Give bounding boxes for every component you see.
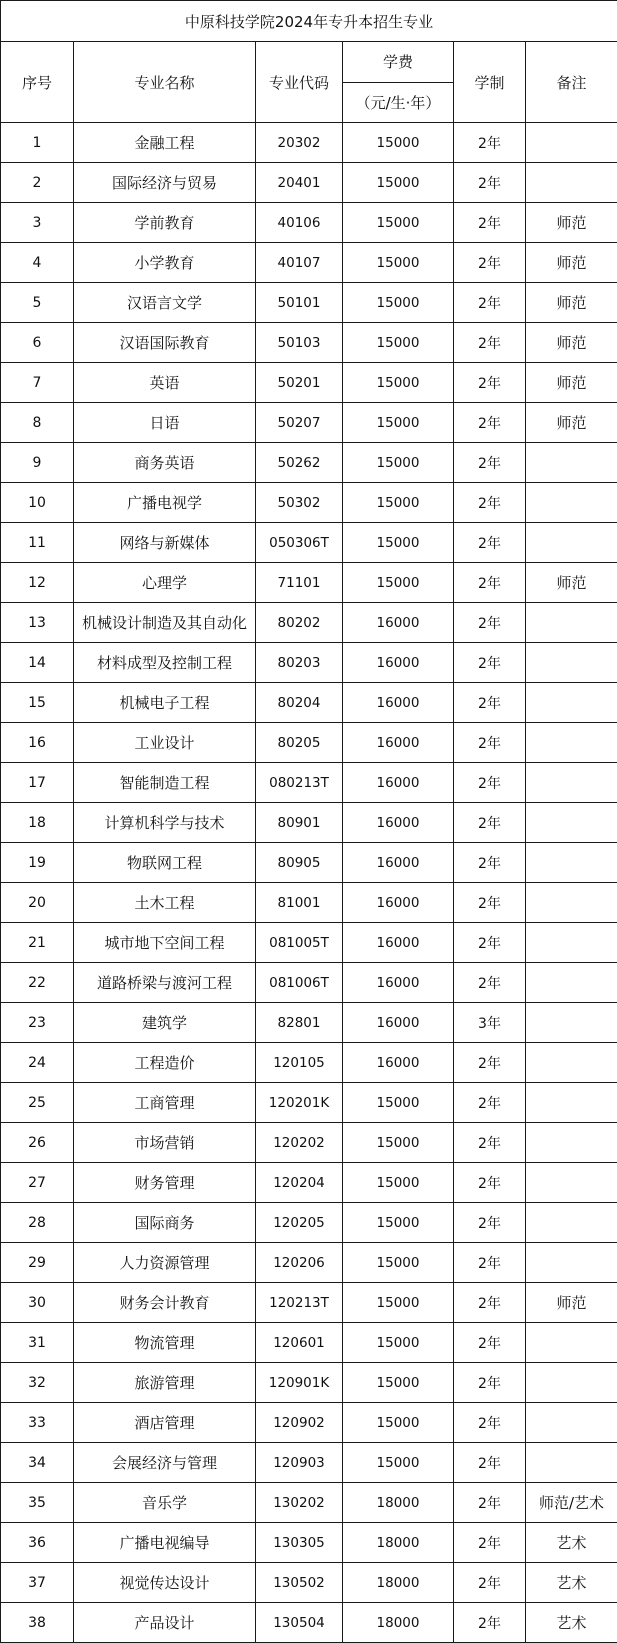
header-note: 备注: [526, 42, 617, 123]
cell-fee: 15000: [343, 1283, 454, 1323]
cell-fee: 16000: [343, 683, 454, 723]
cell-code: 50101: [256, 283, 343, 323]
cell-code: 80205: [256, 723, 343, 763]
cell-note: 艺术: [526, 1523, 617, 1563]
cell-name: 酒店管理: [74, 1403, 256, 1443]
cell-name: 机械设计制造及其自动化: [74, 603, 256, 643]
cell-code: 80203: [256, 643, 343, 683]
cell-fee: 15000: [343, 363, 454, 403]
cell-name: 英语: [74, 363, 256, 403]
cell-code: 120601: [256, 1323, 343, 1363]
cell-note: 艺术: [526, 1563, 617, 1603]
cell-code: 120213T: [256, 1283, 343, 1323]
cell-fee: 18000: [343, 1563, 454, 1603]
cell-note: [526, 1363, 617, 1403]
cell-name: 心理学: [74, 563, 256, 603]
cell-index: 38: [1, 1603, 74, 1643]
cell-duration: 2年: [454, 1443, 526, 1483]
cell-duration: 2年: [454, 843, 526, 883]
header-row: [1, 42, 617, 123]
title-row: [1, 1, 617, 42]
table-row: [1, 1563, 617, 1603]
cell-note: 师范: [526, 203, 617, 243]
cell-note: [526, 843, 617, 883]
cell-duration: 2年: [454, 763, 526, 803]
cell-name: 工商管理: [74, 1083, 256, 1123]
cell-duration: 2年: [454, 243, 526, 283]
cell-duration: 2年: [454, 363, 526, 403]
table-row: [1, 603, 617, 643]
table-row: [1, 643, 617, 683]
cell-note: [526, 1003, 617, 1043]
cell-duration: 2年: [454, 203, 526, 243]
cell-code: 120903: [256, 1443, 343, 1483]
cell-duration: 3年: [454, 1003, 526, 1043]
cell-code: 120204: [256, 1163, 343, 1203]
cell-duration: 2年: [454, 1243, 526, 1283]
cell-index: 8: [1, 403, 74, 443]
table-row: [1, 723, 617, 763]
cell-fee: 15000: [343, 1443, 454, 1483]
cell-note: [526, 923, 617, 963]
table-row: [1, 1163, 617, 1203]
cell-name: 旅游管理: [74, 1363, 256, 1403]
cell-name: 国际商务: [74, 1203, 256, 1243]
cell-code: 081006T: [256, 963, 343, 1003]
cell-index: 9: [1, 443, 74, 483]
cell-code: 50103: [256, 323, 343, 363]
cell-index: 3: [1, 203, 74, 243]
cell-code: 50302: [256, 483, 343, 523]
cell-note: [526, 483, 617, 523]
table-row: [1, 1243, 617, 1283]
cell-index: 23: [1, 1003, 74, 1043]
cell-code: 50262: [256, 443, 343, 483]
cell-fee: 15000: [343, 483, 454, 523]
cell-code: 120206: [256, 1243, 343, 1283]
cell-index: 16: [1, 723, 74, 763]
cell-code: 50207: [256, 403, 343, 443]
cell-note: 师范: [526, 323, 617, 363]
cell-name: 计算机科学与技术: [74, 803, 256, 843]
cell-name: 网络与新媒体: [74, 523, 256, 563]
cell-code: 080213T: [256, 763, 343, 803]
cell-index: 24: [1, 1043, 74, 1083]
cell-duration: 2年: [454, 1523, 526, 1563]
cell-name: 会展经济与管理: [74, 1443, 256, 1483]
cell-index: 21: [1, 923, 74, 963]
cell-index: 13: [1, 603, 74, 643]
cell-note: [526, 1243, 617, 1283]
cell-name: 学前教育: [74, 203, 256, 243]
cell-name: 市场营销: [74, 1123, 256, 1163]
cell-duration: 2年: [454, 803, 526, 843]
header-duration: 学制: [454, 42, 526, 123]
cell-fee: 16000: [343, 923, 454, 963]
cell-note: [526, 1163, 617, 1203]
table-body: [1, 123, 617, 1643]
table-title: 中原科技学院2024年专升本招生专业: [1, 1, 617, 42]
cell-duration: 2年: [454, 1123, 526, 1163]
cell-duration: 2年: [454, 1203, 526, 1243]
cell-code: 130502: [256, 1563, 343, 1603]
cell-fee: 15000: [343, 1403, 454, 1443]
cell-duration: 2年: [454, 923, 526, 963]
cell-fee: 15000: [343, 1363, 454, 1403]
cell-index: 25: [1, 1083, 74, 1123]
cell-note: 师范/艺术: [526, 1483, 617, 1523]
table-row: [1, 363, 617, 403]
table-row: [1, 1323, 617, 1363]
cell-duration: 2年: [454, 963, 526, 1003]
cell-index: 36: [1, 1523, 74, 1563]
cell-index: 10: [1, 483, 74, 523]
cell-duration: 2年: [454, 1483, 526, 1523]
cell-code: 120201K: [256, 1083, 343, 1123]
cell-index: 6: [1, 323, 74, 363]
cell-code: 081005T: [256, 923, 343, 963]
header-fee-label: 学费: [343, 42, 453, 83]
cell-index: 18: [1, 803, 74, 843]
cell-note: [526, 763, 617, 803]
cell-duration: 2年: [454, 603, 526, 643]
table-row: [1, 1003, 617, 1043]
cell-fee: 16000: [343, 883, 454, 923]
cell-fee: 15000: [343, 283, 454, 323]
cell-index: 15: [1, 683, 74, 723]
cell-code: 130504: [256, 1603, 343, 1643]
cell-fee: 18000: [343, 1483, 454, 1523]
cell-duration: 2年: [454, 523, 526, 563]
cell-name: 土木工程: [74, 883, 256, 923]
table-row: [1, 1443, 617, 1483]
cell-duration: 2年: [454, 483, 526, 523]
cell-index: 2: [1, 163, 74, 203]
table-row: [1, 403, 617, 443]
cell-index: 31: [1, 1323, 74, 1363]
table-row: [1, 1203, 617, 1243]
table-row: [1, 803, 617, 843]
cell-name: 材料成型及控制工程: [74, 643, 256, 683]
header-name: 专业名称: [74, 42, 256, 123]
cell-fee: 16000: [343, 643, 454, 683]
cell-duration: 2年: [454, 1403, 526, 1443]
cell-fee: 16000: [343, 843, 454, 883]
cell-fee: 15000: [343, 1323, 454, 1363]
cell-name: 工业设计: [74, 723, 256, 763]
cell-fee: 15000: [343, 1163, 454, 1203]
cell-index: 32: [1, 1363, 74, 1403]
cell-index: 4: [1, 243, 74, 283]
cell-name: 智能制造工程: [74, 763, 256, 803]
cell-note: [526, 963, 617, 1003]
cell-duration: 2年: [454, 403, 526, 443]
table-row: [1, 243, 617, 283]
cell-note: [526, 1123, 617, 1163]
table-row: [1, 1483, 617, 1523]
cell-name: 机械电子工程: [74, 683, 256, 723]
cell-index: 7: [1, 363, 74, 403]
cell-index: 5: [1, 283, 74, 323]
table-row: [1, 163, 617, 203]
cell-note: 师范: [526, 363, 617, 403]
cell-fee: 16000: [343, 763, 454, 803]
table-row: [1, 963, 617, 1003]
cell-fee: 15000: [343, 403, 454, 443]
cell-code: 80204: [256, 683, 343, 723]
table-row: [1, 483, 617, 523]
table-row: [1, 323, 617, 363]
cell-index: 19: [1, 843, 74, 883]
cell-note: 师范: [526, 563, 617, 603]
table-row: [1, 1523, 617, 1563]
cell-note: [526, 1083, 617, 1123]
cell-name: 财务会计教育: [74, 1283, 256, 1323]
cell-note: [526, 1443, 617, 1483]
cell-code: 50201: [256, 363, 343, 403]
cell-fee: 16000: [343, 603, 454, 643]
cell-name: 广播电视学: [74, 483, 256, 523]
cell-name: 建筑学: [74, 1003, 256, 1043]
cell-fee: 16000: [343, 963, 454, 1003]
cell-code: 80202: [256, 603, 343, 643]
table-row: [1, 443, 617, 483]
cell-name: 产品设计: [74, 1603, 256, 1643]
cell-index: 20: [1, 883, 74, 923]
header-code: 专业代码: [256, 42, 343, 123]
table-row: [1, 763, 617, 803]
cell-index: 12: [1, 563, 74, 603]
cell-note: [526, 723, 617, 763]
cell-index: 11: [1, 523, 74, 563]
cell-fee: 16000: [343, 723, 454, 763]
cell-fee: 15000: [343, 123, 454, 163]
table-row: [1, 843, 617, 883]
header-fee-unit: （元/生·年）: [343, 83, 453, 123]
cell-note: [526, 163, 617, 203]
cell-name: 物联网工程: [74, 843, 256, 883]
cell-fee: 15000: [343, 163, 454, 203]
cell-name: 广播电视编导: [74, 1523, 256, 1563]
cell-duration: 2年: [454, 1603, 526, 1643]
cell-code: 40107: [256, 243, 343, 283]
cell-index: 14: [1, 643, 74, 683]
cell-code: 120902: [256, 1403, 343, 1443]
cell-fee: 16000: [343, 1003, 454, 1043]
cell-note: [526, 523, 617, 563]
cell-name: 汉语言文学: [74, 283, 256, 323]
cell-name: 城市地下空间工程: [74, 923, 256, 963]
cell-code: 82801: [256, 1003, 343, 1043]
cell-duration: 2年: [454, 443, 526, 483]
cell-code: 120205: [256, 1203, 343, 1243]
cell-name: 金融工程: [74, 123, 256, 163]
cell-note: [526, 1203, 617, 1243]
cell-note: [526, 803, 617, 843]
cell-index: 17: [1, 763, 74, 803]
cell-fee: 18000: [343, 1603, 454, 1643]
header-index: 序号: [1, 42, 74, 123]
cell-index: 26: [1, 1123, 74, 1163]
table-row: [1, 523, 617, 563]
cell-code: 130202: [256, 1483, 343, 1523]
cell-note: [526, 603, 617, 643]
cell-code: 80905: [256, 843, 343, 883]
table-row: [1, 1603, 617, 1643]
cell-index: 34: [1, 1443, 74, 1483]
cell-code: 130305: [256, 1523, 343, 1563]
cell-duration: 2年: [454, 1363, 526, 1403]
cell-fee: 15000: [343, 1203, 454, 1243]
cell-index: 27: [1, 1163, 74, 1203]
cell-fee: 15000: [343, 443, 454, 483]
cell-fee: 15000: [343, 1083, 454, 1123]
cell-index: 29: [1, 1243, 74, 1283]
cell-name: 财务管理: [74, 1163, 256, 1203]
cell-duration: 2年: [454, 723, 526, 763]
cell-duration: 2年: [454, 163, 526, 203]
cell-code: 050306T: [256, 523, 343, 563]
cell-duration: 2年: [454, 1163, 526, 1203]
cell-name: 汉语国际教育: [74, 323, 256, 363]
cell-name: 工程造价: [74, 1043, 256, 1083]
table-row: [1, 563, 617, 603]
cell-note: 师范: [526, 243, 617, 283]
cell-note: [526, 643, 617, 683]
cell-index: 28: [1, 1203, 74, 1243]
cell-duration: 2年: [454, 643, 526, 683]
cell-duration: 2年: [454, 1083, 526, 1123]
cell-name: 商务英语: [74, 443, 256, 483]
cell-duration: 2年: [454, 123, 526, 163]
cell-note: [526, 1043, 617, 1083]
cell-duration: 2年: [454, 1043, 526, 1083]
cell-note: [526, 443, 617, 483]
table-row: [1, 1363, 617, 1403]
cell-note: [526, 123, 617, 163]
cell-fee: 15000: [343, 563, 454, 603]
cell-note: [526, 883, 617, 923]
table-row: [1, 883, 617, 923]
table-row: [1, 1123, 617, 1163]
cell-index: 1: [1, 123, 74, 163]
cell-fee: 15000: [343, 1123, 454, 1163]
cell-duration: 2年: [454, 1563, 526, 1603]
cell-note: 师范: [526, 1283, 617, 1323]
table-row: [1, 283, 617, 323]
cell-code: 81001: [256, 883, 343, 923]
cell-fee: 16000: [343, 1043, 454, 1083]
cell-index: 30: [1, 1283, 74, 1323]
cell-name: 国际经济与贸易: [74, 163, 256, 203]
cell-code: 120105: [256, 1043, 343, 1083]
cell-fee: 15000: [343, 243, 454, 283]
header-fee: [343, 42, 454, 123]
cell-duration: 2年: [454, 323, 526, 363]
cell-fee: 15000: [343, 523, 454, 563]
cell-duration: 2年: [454, 563, 526, 603]
cell-fee: 18000: [343, 1523, 454, 1563]
cell-fee: 15000: [343, 1243, 454, 1283]
table-row: [1, 1403, 617, 1443]
cell-duration: 2年: [454, 683, 526, 723]
cell-note: 艺术: [526, 1603, 617, 1643]
table-row: [1, 1283, 617, 1323]
table-row: [1, 203, 617, 243]
cell-name: 道路桥梁与渡河工程: [74, 963, 256, 1003]
table-row: [1, 123, 617, 163]
cell-name: 小学教育: [74, 243, 256, 283]
cell-duration: 2年: [454, 1323, 526, 1363]
cell-name: 物流管理: [74, 1323, 256, 1363]
cell-code: 71101: [256, 563, 343, 603]
cell-fee: 15000: [343, 203, 454, 243]
cell-code: 80901: [256, 803, 343, 843]
cell-code: 40106: [256, 203, 343, 243]
cell-name: 日语: [74, 403, 256, 443]
cell-fee: 15000: [343, 323, 454, 363]
table-row: [1, 1043, 617, 1083]
cell-duration: 2年: [454, 283, 526, 323]
cell-duration: 2年: [454, 883, 526, 923]
cell-code: 20401: [256, 163, 343, 203]
cell-index: 35: [1, 1483, 74, 1523]
table-row: [1, 923, 617, 963]
cell-note: [526, 1403, 617, 1443]
cell-note: [526, 683, 617, 723]
cell-index: 22: [1, 963, 74, 1003]
cell-index: 33: [1, 1403, 74, 1443]
cell-name: 人力资源管理: [74, 1243, 256, 1283]
table-row: [1, 1083, 617, 1123]
cell-index: 37: [1, 1563, 74, 1603]
cell-code: 20302: [256, 123, 343, 163]
cell-name: 视觉传达设计: [74, 1563, 256, 1603]
cell-name: 音乐学: [74, 1483, 256, 1523]
table-row: [1, 683, 617, 723]
cell-fee: 16000: [343, 803, 454, 843]
cell-code: 120202: [256, 1123, 343, 1163]
cell-duration: 2年: [454, 1283, 526, 1323]
cell-note: [526, 1323, 617, 1363]
cell-note: 师范: [526, 403, 617, 443]
cell-note: 师范: [526, 283, 617, 323]
cell-code: 120901K: [256, 1363, 343, 1403]
